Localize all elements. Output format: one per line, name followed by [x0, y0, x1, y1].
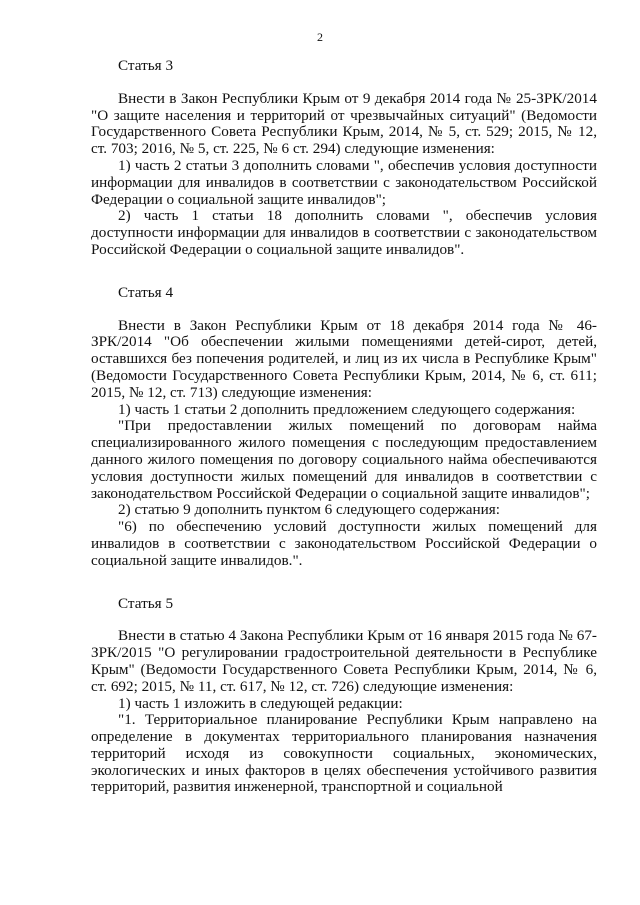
paragraph: 1) часть 2 статьи 3 дополнить словами ", обеспечив условия доступности информации для инвалидов в соответствии с законодательством Российской Федерации о социальной защите инвалидов";	[91, 156, 597, 208]
paragraph: 2) статью 9 дополнить пунктом 6 следующего содержания:	[118, 501, 500, 519]
article-heading: Статья 5	[118, 594, 174, 612]
paragraph: Внести в Закон Республики Крым от 9 декабря 2014 года № 25-ЗРК/2014 "О защите населения и территорий от чрезвычайных ситуаций" (Ведомости Государственного Совета Республики Крым, 2014, № 5, ст. 529; 2015, № 12, ст. 703; 2016, № 5, ст. 225, № 6 ст. 294) следующие изменения:	[91, 89, 597, 158]
paragraph: 2) часть 1 статьи 18 дополнить словами ", обеспечив условия доступности информации для инвалидов в соответствии с законодательством Российской Федерации о социальной защите инвалидов".	[91, 207, 597, 258]
paragraph: "1. Территориальное планирование Республики Крым направлено на определение в документах территориального планирования назначения территорий исходя из совокупности социальных, экономических, экологических и иных факторов в целях обеспечения устойчивого развития территорий, развития инженерной, транспортной и социальной	[91, 711, 597, 796]
paragraph: Внести в статью 4 Закона Республики Крым от 16 января 2015 года № 67-ЗРК/2015 "О регулировании градостроительной деятельности в Республике Крым" (Ведомости Государственного Совета Республики Крым, 2014, № 6, ст. 692; 2015, № 11, ст. 617, № 12, ст. 726) следующие изменения:	[91, 627, 597, 695]
paragraph: 1) часть 1 статьи 2 дополнить предложением следующего содержания:	[118, 400, 576, 418]
article-4	[91, 285, 597, 570]
paragraph: 1) часть 1 изложить в следующей редакции:	[118, 694, 403, 712]
paragraph: Внести в Закон Республики Крым от 18 декабря 2014 года № 46-ЗРК/2014 "Об обеспечении жилыми помещениями детей-сирот, детей, оставшихся без попечения родителей, и лиц из их числа в Республике Крым" (Ведомости Государственного Совета Республики Крым, 2014, № 6, ст. 611; 2015, № 12, ст. 713) следующие изменения:	[91, 316, 597, 401]
article-3	[91, 58, 597, 259]
document-body	[91, 58, 597, 822]
article-heading: Статья 3	[118, 57, 174, 74]
paragraph: "6) по обеспечению условий доступности жилых помещений для инвалидов в соответствии с законодательством Российской Федерации о социальной защите инвалидов.".	[91, 518, 597, 569]
page-number: 2	[317, 30, 323, 44]
article-heading: Статья 4	[118, 283, 174, 301]
article-5	[91, 596, 597, 797]
paragraph: "При предоставлении жилых помещений по договорам найма специализированного жилого помещения с последующим предоставлением данного жилого помещения по договору социального найма обеспечиваются условия доступности жилых помещений для инвалидов в соответствии с законодательством Российской Федерации о социальной защите инвалидов";	[91, 417, 597, 502]
